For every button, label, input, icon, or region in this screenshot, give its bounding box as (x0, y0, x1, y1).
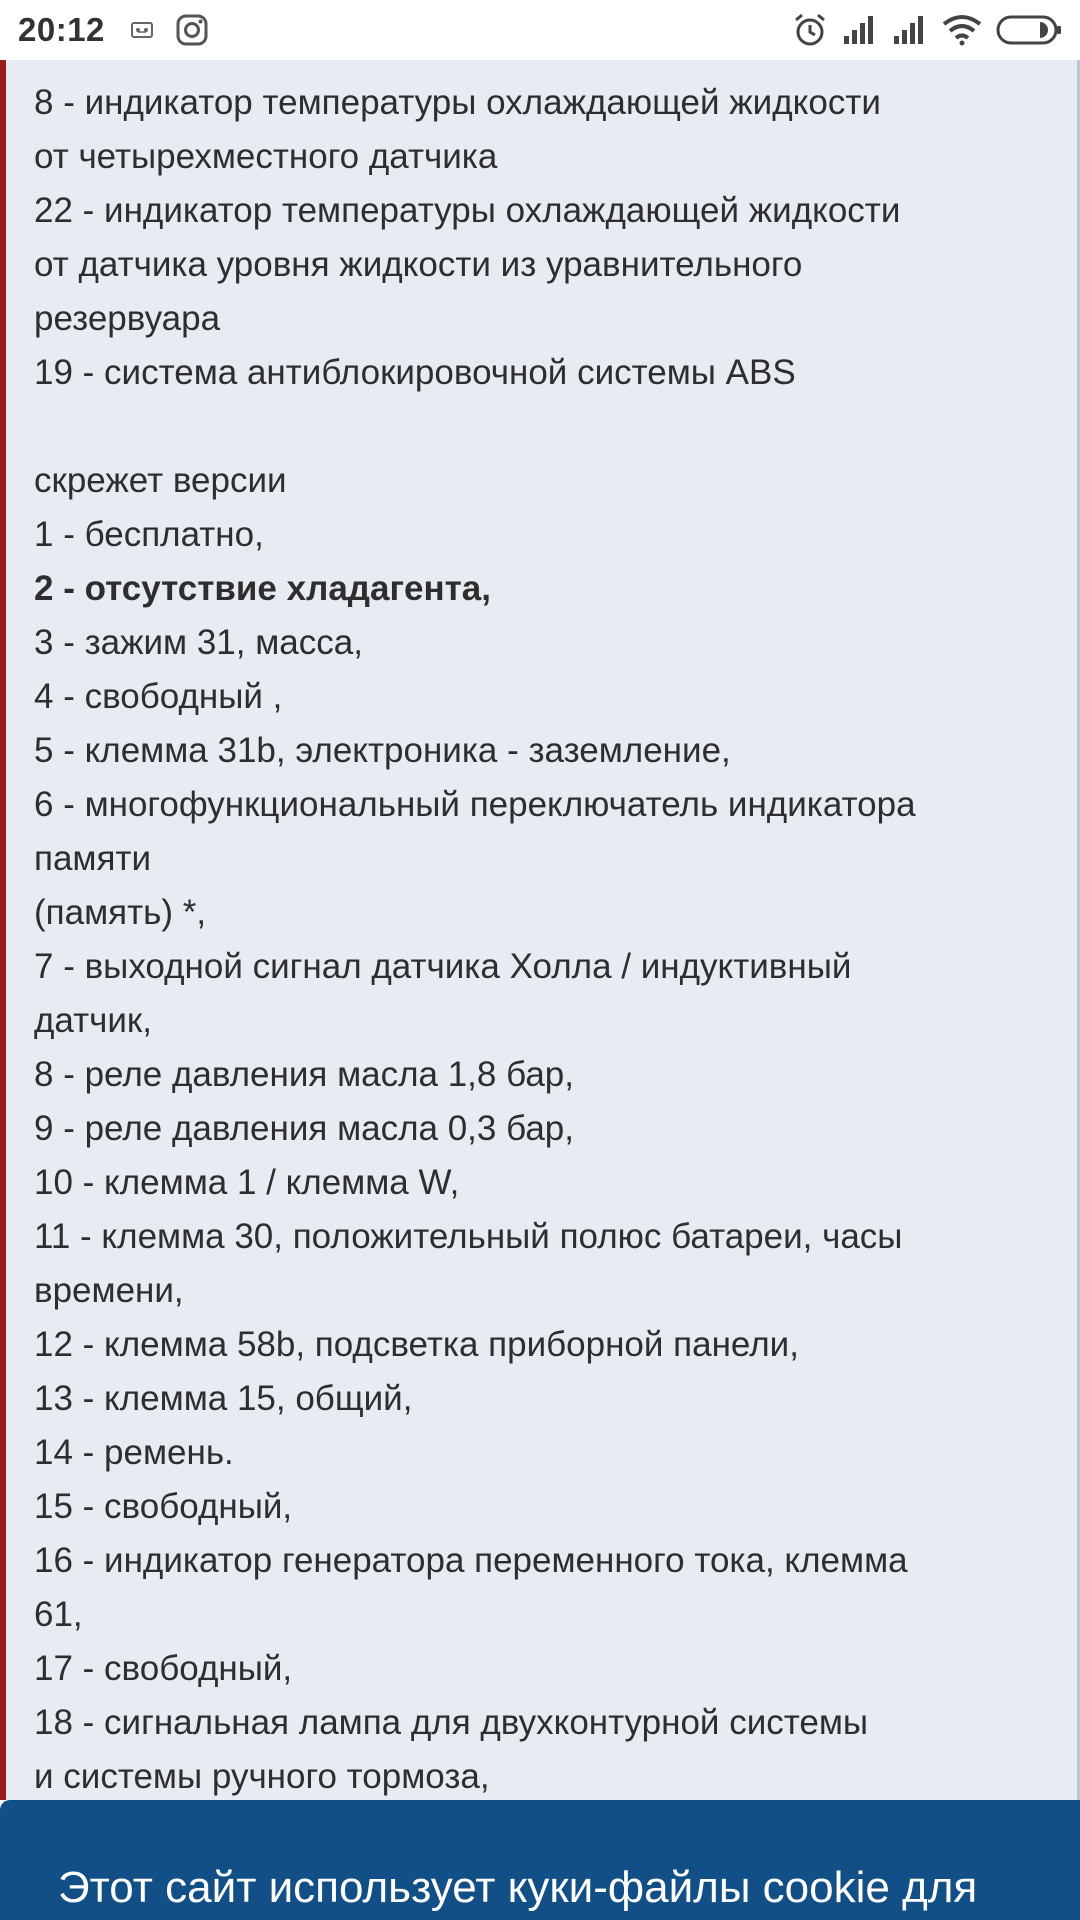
quote-line: от четырехместного датчика (34, 137, 498, 176)
quote-text (34, 76, 1074, 1804)
quote-line: от датчика уровня жидкости из уравнительного (34, 245, 803, 284)
quote-block (0, 60, 1080, 1800)
quote-line: 8 - реле давления масла 1,8 бар, (34, 1055, 574, 1094)
status-time: 20:12 (18, 11, 105, 48)
quote-line: 9 - реле давления масла 0,3 бар, (34, 1109, 574, 1148)
quote-line: 13 - клемма 15, общий, (34, 1379, 413, 1418)
voicemail-icon (131, 22, 153, 38)
quote-line: времени, (34, 1271, 184, 1310)
quote-line: 61, (34, 1595, 83, 1634)
quote-line: 6 - многофункциональный переключатель индикатора (34, 785, 916, 824)
quote-line: 2 - отсутствие хладагента, (34, 569, 491, 608)
quote-line: 4 - свободный , (34, 677, 283, 716)
wifi-icon (942, 14, 982, 46)
battery-icon (996, 14, 1062, 46)
quote-line: 15 - свободный, (34, 1487, 293, 1526)
quote-line: 10 - клемма 1 / клемма W, (34, 1163, 460, 1202)
quote-line: 12 - клемма 58b, подсветка приборной панели, (34, 1325, 799, 1364)
cookie-banner-text: Этот сайт использует куки-файлы cookie для (58, 1863, 978, 1912)
quote-line: резервуара (34, 299, 221, 338)
quote-line: памяти (34, 839, 152, 878)
quote-line: 22 - индикатор температуры охлаждающей жидкости (34, 191, 901, 230)
quote-line: 11 - клемма 30, положительный полюс батареи, часы (34, 1217, 903, 1256)
quote-line: (память) *, (34, 893, 207, 932)
quote-line: 16 - индикатор генератора переменного тока, клемма (34, 1541, 908, 1580)
quote-line: и системы ручного тормоза, (34, 1757, 490, 1796)
signal-icon (842, 14, 878, 46)
cookie-banner[interactable] (0, 1800, 1080, 1920)
quote-line: 19 - система антиблокировочной системы ABS (34, 353, 796, 392)
status-bar (0, 0, 1080, 60)
quote-line: 14 - ремень. (34, 1433, 234, 1472)
quote-line: 3 - зажим 31, масса, (34, 623, 363, 662)
signal-icon (892, 14, 928, 46)
quote-line: датчик, (34, 1001, 152, 1040)
quote-line: скрежет версии (34, 461, 287, 500)
quote-line: 8 - индикатор температуры охлаждающей жидкости (34, 83, 881, 122)
status-right-icons (792, 12, 1062, 48)
quote-line: 18 - сигнальная лампа для двухконтурной системы (34, 1703, 869, 1742)
alarm-icon (792, 12, 828, 48)
quote-line: 17 - свободный, (34, 1649, 293, 1688)
instagram-icon (175, 13, 209, 47)
quote-line: 1 - бесплатно, (34, 515, 264, 554)
quote-line: 7 - выходной сигнал датчика Холла / индуктивный (34, 947, 852, 986)
status-left-icons (131, 13, 209, 47)
quote-line: 5 - клемма 31b, электроника - заземление, (34, 731, 731, 770)
quote-line (34, 400, 1074, 454)
